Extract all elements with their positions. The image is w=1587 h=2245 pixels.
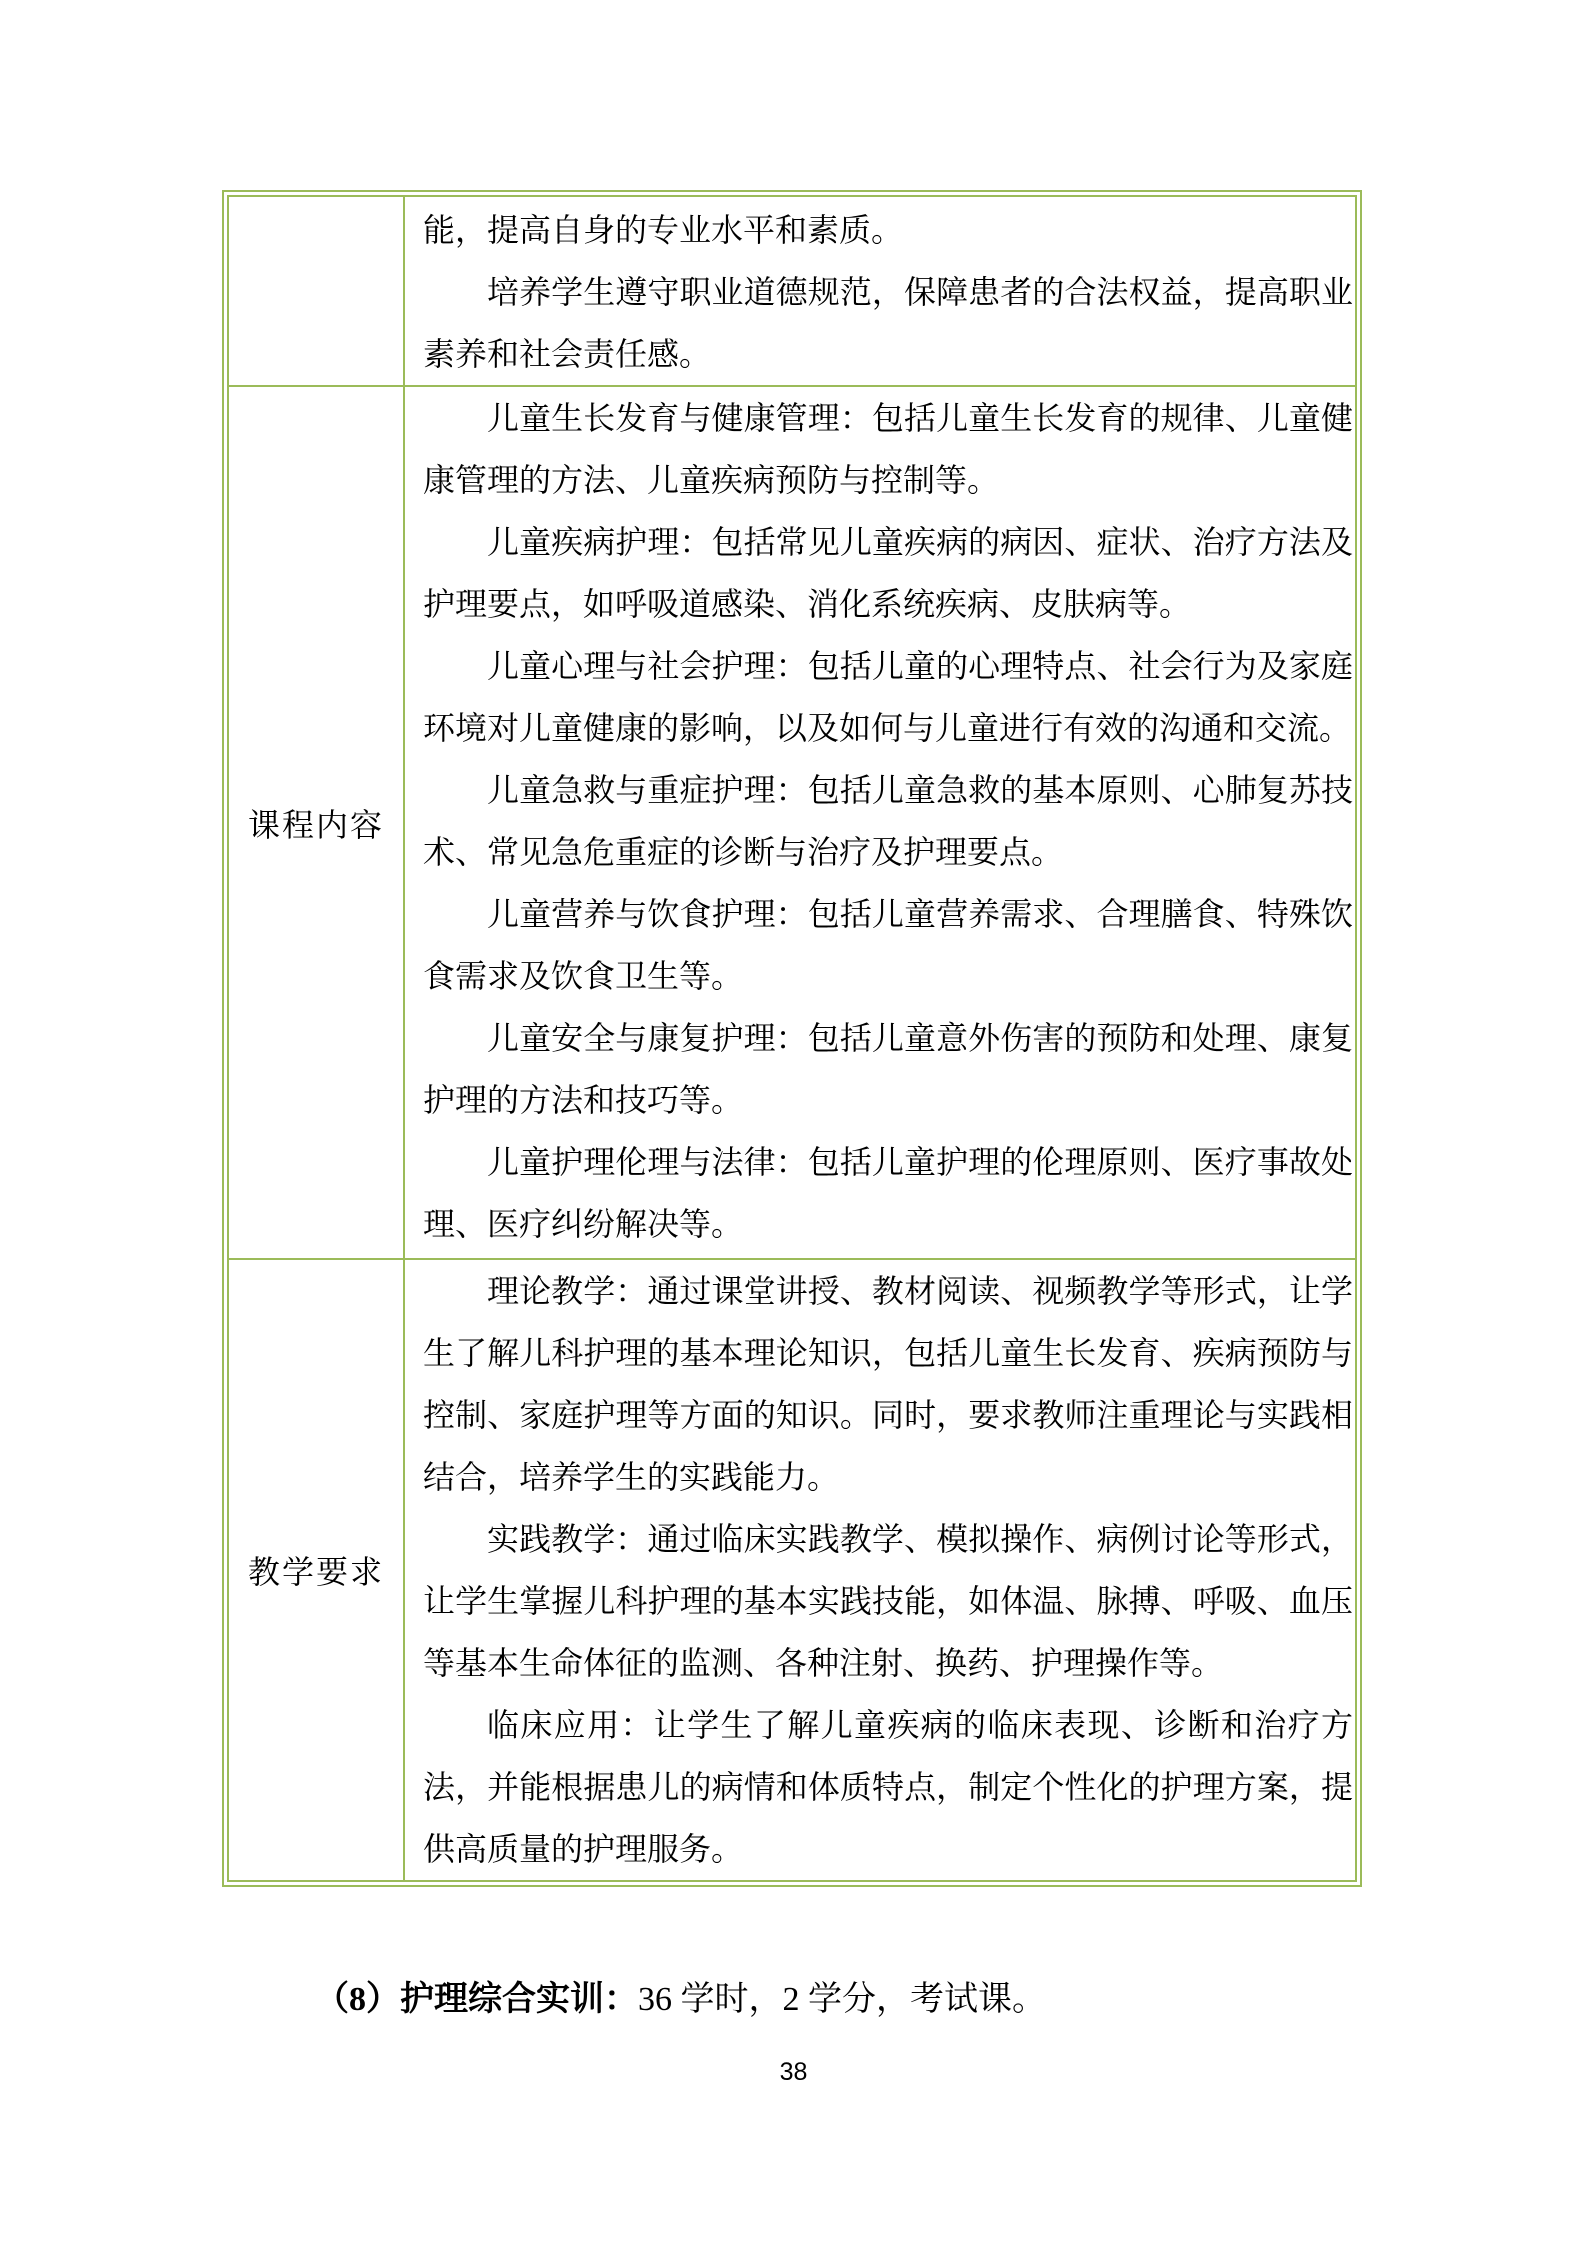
paragraph: 临床应用：让学生了解儿童疾病的临床表现、诊断和治疗方法，并能根据患儿的病情和体质特点，制定个性化的护理方案，提供高质量的护理服务。 (423, 1707, 1353, 1867)
course-item-details: 36 学时，2 学分，考试课。 (638, 1981, 1046, 2018)
row-content-cell (405, 197, 1355, 385)
paragraph: 实践教学：通过临床实践教学、模拟操作、病例讨论等形式，让学生掌握儿科护理的基本实践技能，如体温、脉搏、呼吸、血压等基本生命体征的监测、各种注射、换药、护理操作等。 (423, 1521, 1353, 1681)
table-row (229, 197, 1355, 387)
row-label-cell: 教学要求 (229, 1260, 405, 1880)
row-label-cell: 课程内容 (229, 387, 405, 1258)
paragraph: 儿童心理与社会护理：包括儿童的心理特点、社会行为及家庭环境对儿童健康的影响，以及如何与儿童进行有效的沟通和交流。 (423, 648, 1353, 746)
paragraph: 培养学生遵守职业道德规范，保障患者的合法权益，提高职业素养和社会责任感。 (423, 274, 1353, 372)
course-item-paragraph (247, 1972, 1367, 2028)
paragraph: 儿童疾病护理：包括常见儿童疾病的病因、症状、治疗方法及护理要点，如呼吸道感染、消化系统疾病、皮肤病等。 (423, 524, 1353, 622)
table-row (229, 387, 1355, 1260)
course-description-table (222, 190, 1362, 1887)
paragraph: 儿童生长发育与健康管理：包括儿童生长发育的规律、儿童健康管理的方法、儿童疾病预防与控制等。 (423, 400, 1353, 498)
table-row (229, 1260, 1355, 1880)
paragraph: 儿童营养与饮食护理：包括儿童营养需求、合理膳食、特殊饮食需求及饮食卫生等。 (423, 896, 1353, 994)
paragraph: 儿童安全与康复护理：包括儿童意外伤害的预防和处理、康复护理的方法和技巧等。 (423, 1020, 1353, 1118)
row-label-cell (229, 197, 405, 385)
paragraph: 儿童护理伦理与法律：包括儿童护理的伦理原则、医疗事故处理、医疗纠纷解决等。 (423, 1144, 1353, 1242)
row-content-cell (405, 387, 1355, 1258)
paragraph: 理论教学：通过课堂讲授、教材阅读、视频教学等形式，让学生了解儿科护理的基本理论知识，包括儿童生长发育、疾病预防与控制、家庭护理等方面的知识。同时，要求教师注重理论与实践相结合，培养学生的实践能力。 (423, 1273, 1353, 1495)
row-content-cell (405, 1260, 1355, 1880)
course-item-title: （8）护理综合实训： (315, 1981, 638, 2018)
paragraph: 儿童急救与重症护理：包括儿童急救的基本原则、心肺复苏技术、常见急危重症的诊断与治疗及护理要点。 (423, 772, 1353, 870)
paragraph: 能，提高自身的专业水平和素质。 (423, 212, 904, 248)
page-number: 38 (779, 2058, 808, 2086)
